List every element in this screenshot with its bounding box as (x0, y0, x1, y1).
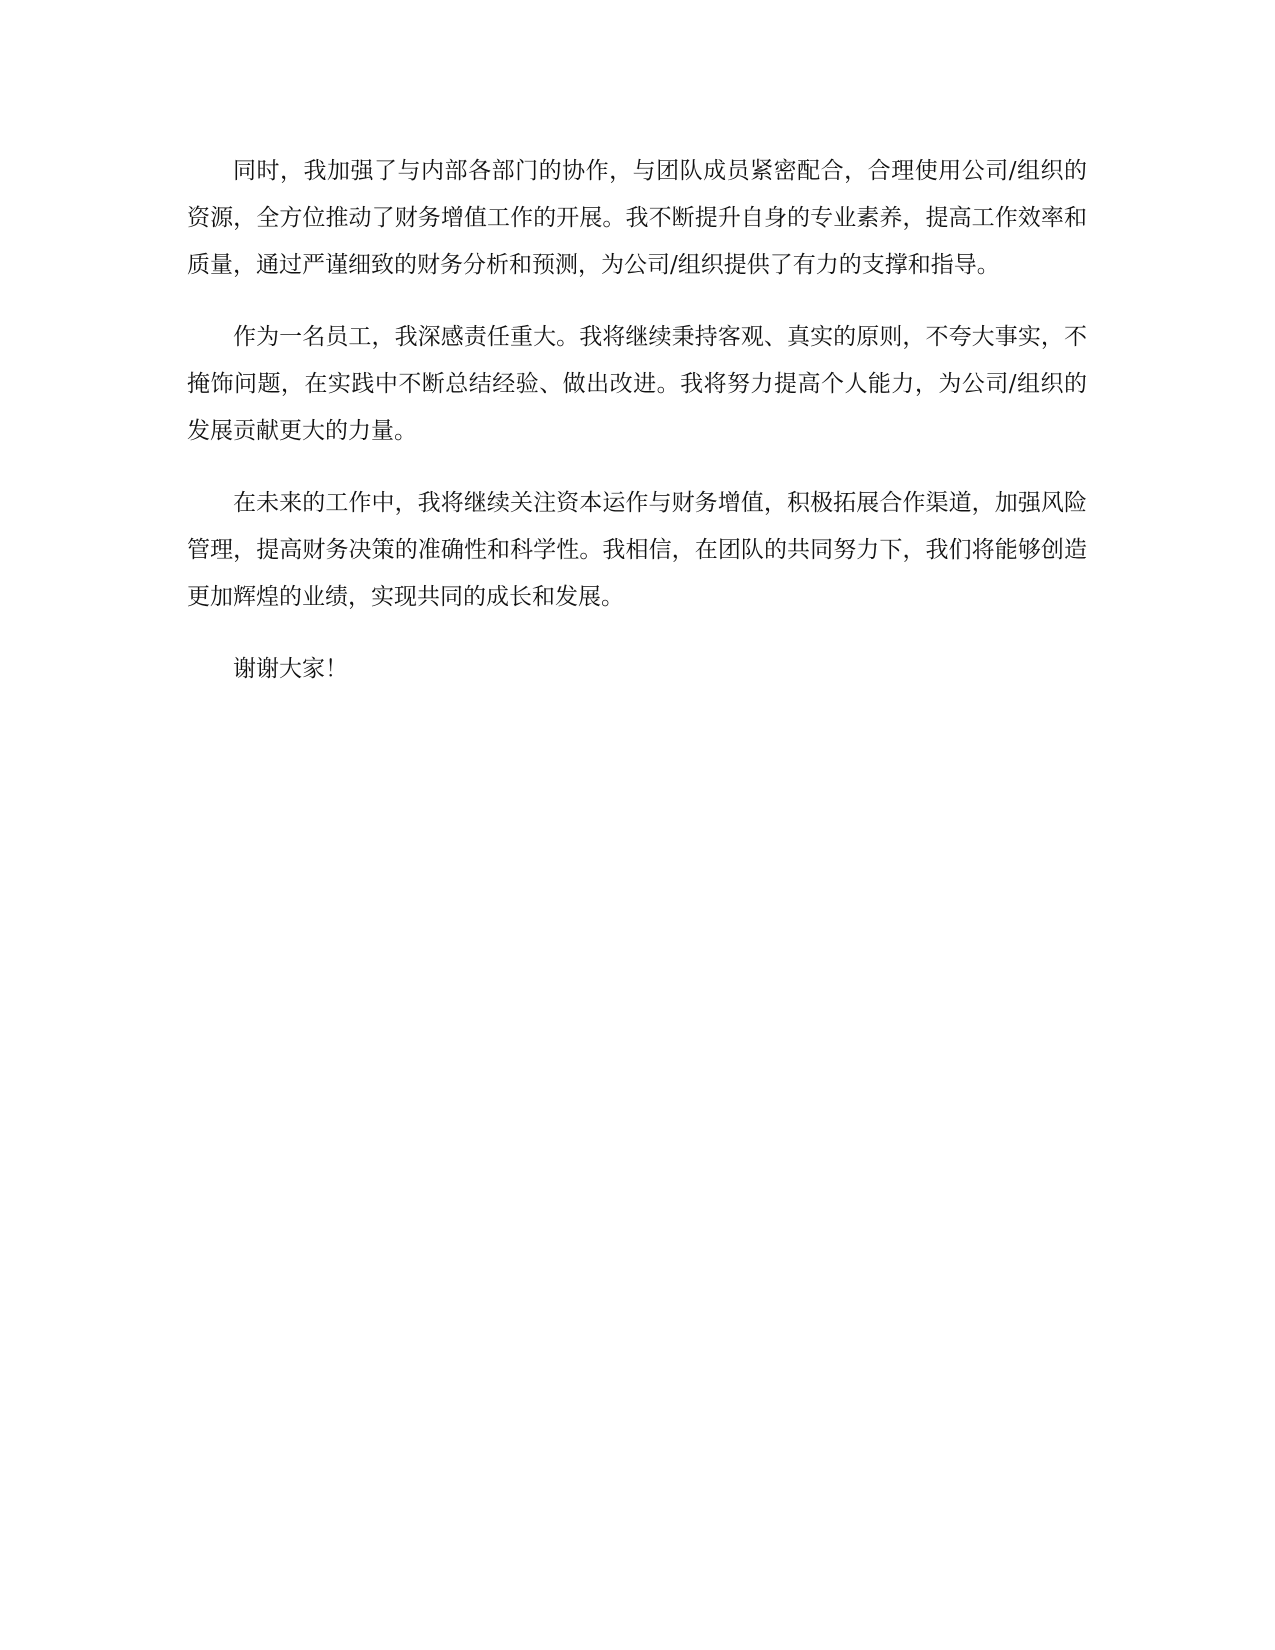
paragraph-future-work: 在未来的工作中，我将继续关注资本运作与财务增值，积极拓展合作渠道，加强风险管理，提高财务决策的准确性和科学性。我相信，在团队的共同努力下，我们将能够创造更加辉煌的业绩，实现共同的成长和发展。 (187, 490, 1087, 610)
document-body (187, 148, 1087, 718)
paragraph-thanks: 谢谢大家！ (233, 656, 348, 682)
paragraph-responsibility: 作为一名员工，我深感责任重大。我将继续秉持客观、真实的原则，不夸大事实，不掩饰问题，在实践中不断总结经验、做出改进。我将努力提高个人能力，为公司/组织的发展贡献更大的力量。 (187, 324, 1087, 444)
paragraph-collaboration: 同时，我加强了与内部各部门的协作，与团队成员紧密配合，合理使用公司/组织的资源，全方位推动了财务增值工作的开展。我不断提升自身的专业素养，提高工作效率和质量，通过严谨细致的财务分析和预测，为公司/组织提供了有力的支撑和指导。 (187, 158, 1087, 278)
